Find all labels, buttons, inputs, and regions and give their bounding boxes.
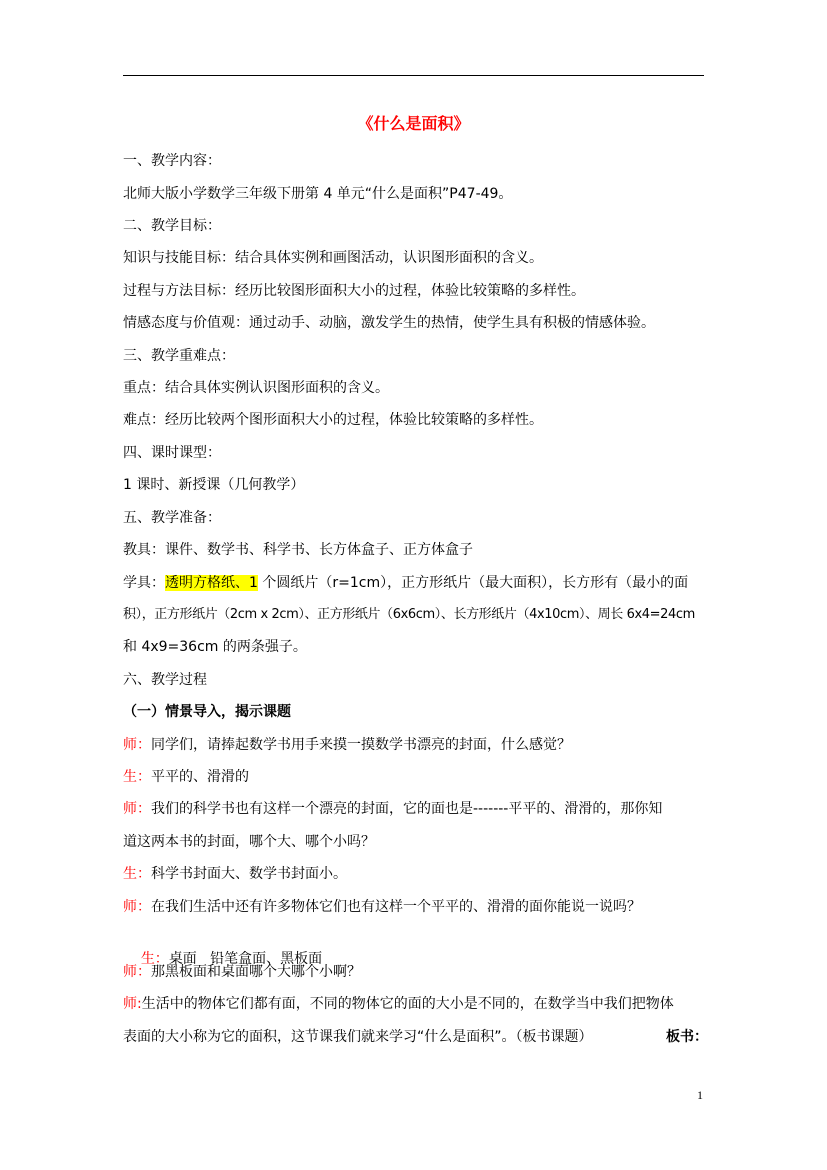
speaker-label: 生： [123,769,151,785]
subsection-heading: （一）情景导入，揭示课题 [123,704,291,720]
section-heading-key-points: 三、教学重难点： [123,348,235,364]
dialogue-text: 那黑板面和桌面哪个大哪个小啊？ [151,964,361,980]
speaker-label: 师： [123,801,151,817]
dialogue-text: 在我们生活中还有许多物体它们也有这样一个平平的、滑滑的面你能说一说吗？ [151,899,641,915]
board-label: 板书： [666,1029,708,1045]
dialogue-line [123,994,723,1014]
content-text: 北师大版小学数学三年级下册第 4 单元“什么是面积”P47-49。 [123,186,513,202]
speaker-label: 师： [123,899,151,915]
student-tools-line-2: 积），正方形纸片（2cm x 2cm）、正方形纸片（6x6cm）、长方形纸片（4x10cm）、周长 6x4=24cm [123,607,695,622]
dialogue-line [123,962,723,982]
section-heading-content: 一、教学内容： [123,153,221,169]
speaker-label: 师： [123,964,151,980]
section-heading-goals: 二、教学目标： [123,218,221,234]
section-heading-preparation: 五、教学准备： [123,510,221,526]
student-tools-line-1 [123,573,723,593]
speaker-label: 生： [123,866,151,882]
goal-knowledge: 知识与技能目标：结合具体实例和画图活动，认识图形面积的含义。 [123,250,543,266]
dialogue-text: 我们的科学书也有这样一个漂亮的封面，它的面也是-------平平的、滑滑的，那你知 [151,801,663,817]
speaker-label: 生： [140,951,169,967]
dialogue-continuation: 道这两本书的封面，哪个大、哪个小吗？ [123,834,375,850]
difficult-point: 难点：经历比较两个图形面积大小的过程，体验比较策略的多样性。 [123,412,543,428]
dialogue-line [123,799,723,819]
goal-process: 过程与方法目标：经历比较图形面积大小的过程，体验比较策略的多样性。 [123,283,585,299]
dialogue-text: 生活中的物体它们都有面，不同的物体它的面的大小是不同的，在数学当中我们把物体 [141,996,674,1012]
dialogue-line [123,864,723,884]
dialogue-text: 科学书封面大、数学书封面小。 [151,866,347,882]
section-heading-lesson-type: 四、课时课型： [123,445,221,461]
student-tools-line-3: 和 4x9=36cm 的两条强子。 [123,639,307,655]
document-title: 《什么是面积》 [357,114,470,133]
section-heading-process: 六、教学过程 [123,672,207,688]
teacher-tools: 教具：课件、数学书、科学书、长方体盒子、正方体盒子 [123,542,473,558]
dialogue-continuation: 表面的大小称为它的面积，这节课我们就来学习“什么是面积”。（板书课题） [123,1029,593,1045]
speaker-label: 师: [123,996,142,1012]
dialogue-text: 同学们，请捧起数学书用手来摸一摸数学书漂亮的封面，什么感觉？ [151,737,571,753]
key-point: 重点：结合具体实例认识图形面积的含义。 [123,380,389,396]
dialogue-line [123,767,723,787]
highlighted-text: 透明方格纸、1 [165,575,258,591]
student-tools-label: 学具： [123,575,165,591]
dialogue-text: 平平的、滑滑的 [151,769,249,785]
page-number: 1 [697,1088,703,1102]
dialogue-line [123,735,723,755]
student-tools-text: 个圆纸片（r=1cm），正方形纸片（最大面积），长方形有（最小的面 [257,575,689,591]
speaker-label: 师： [123,737,151,753]
lesson-type-text: 1 课时、新授课（几何教学） [123,477,305,493]
goal-attitude: 情感态度与价值观：通过动手、动脑，激发学生的热情，使学生具有积极的情感体验。 [123,315,655,331]
dialogue-text: 桌面 铅笔盒面、黑板面 [168,951,323,967]
header-rule [123,75,704,76]
dialogue-line [123,897,723,917]
